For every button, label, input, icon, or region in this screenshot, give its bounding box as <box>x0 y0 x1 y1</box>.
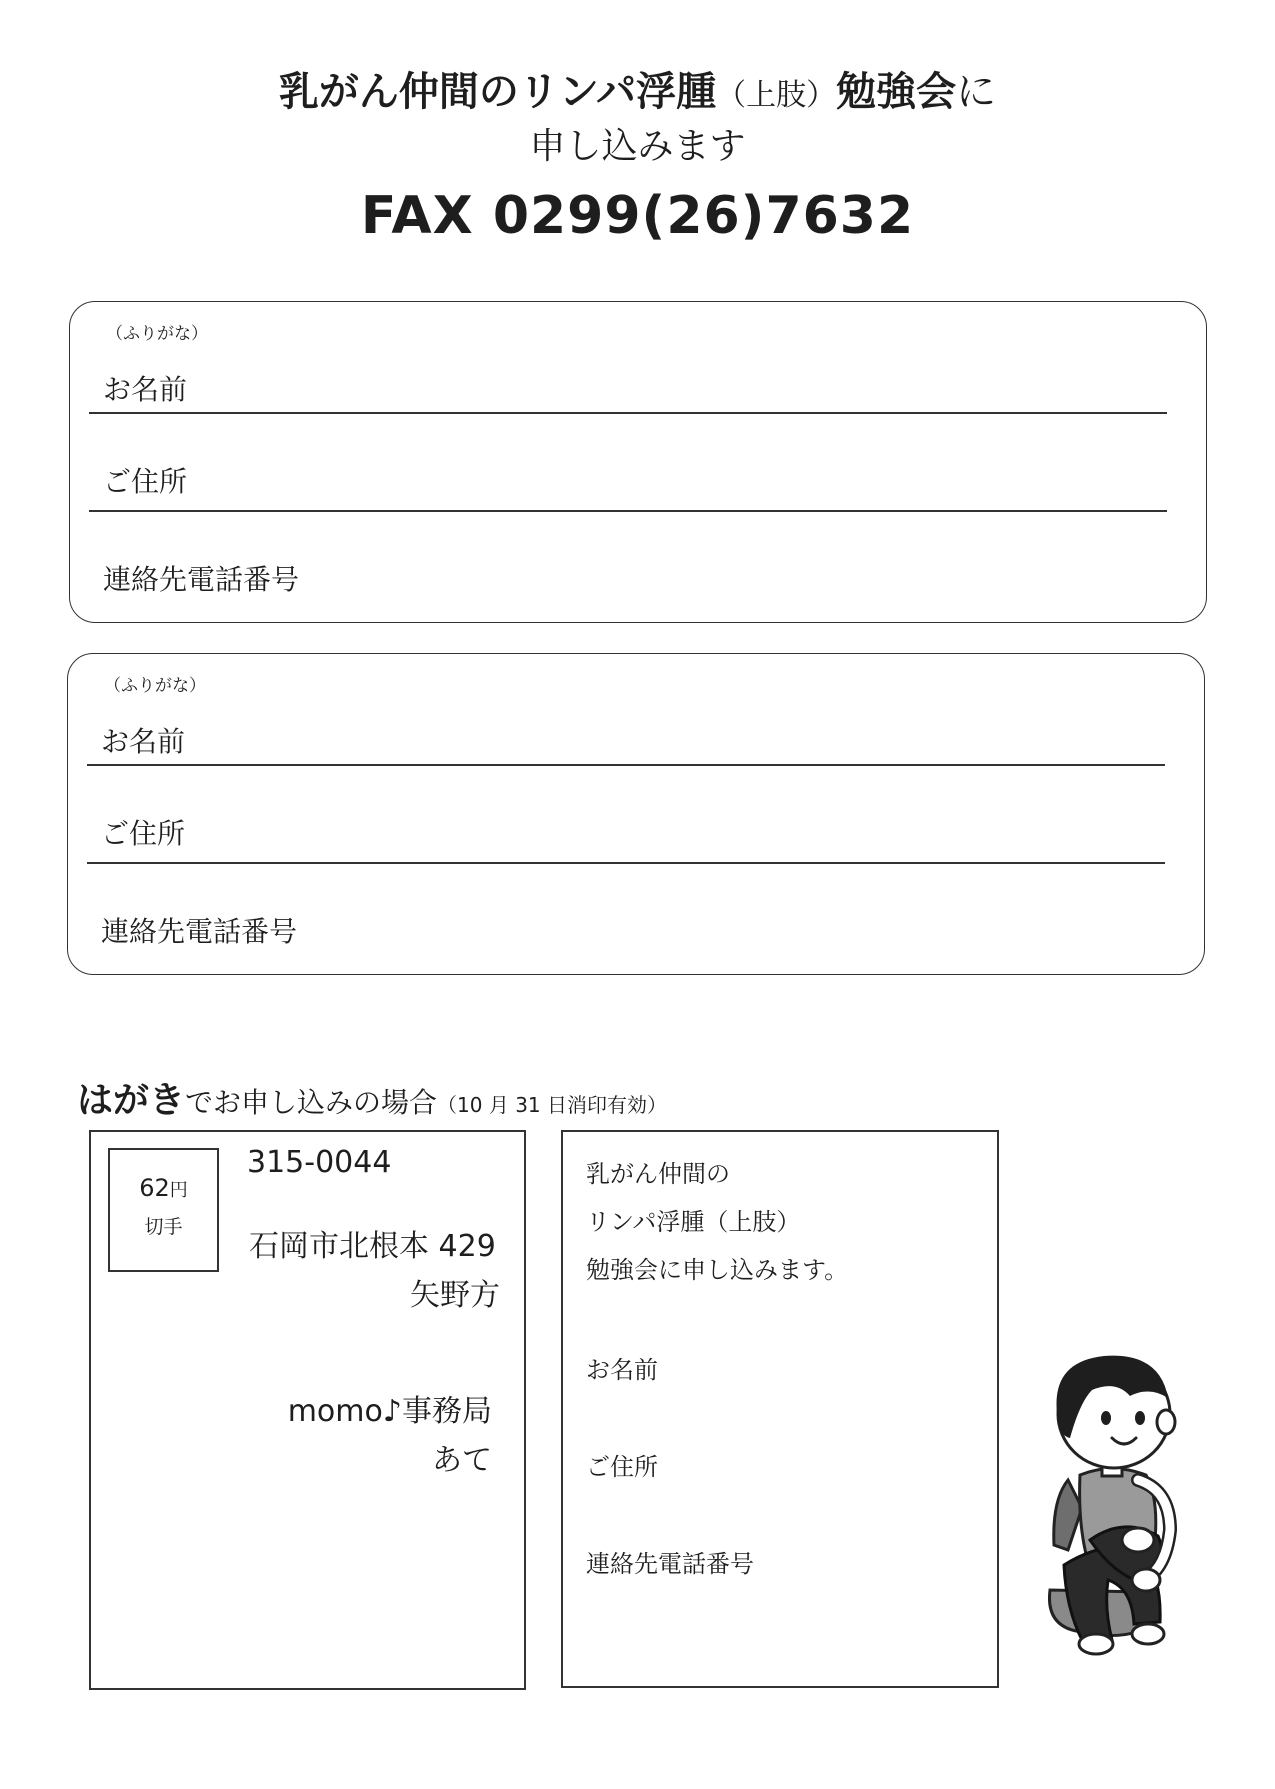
address-postcard <box>89 1130 526 1690</box>
hagaki-heading <box>77 1072 667 1123</box>
title-ni: に <box>956 69 997 115</box>
page-subtitle: 申し込みます <box>529 126 746 167</box>
hagaki-heading-bold: はがき <box>77 1080 186 1121</box>
page-title <box>0 60 1275 117</box>
message-line-1: 乳がん仲間の <box>586 1160 730 1188</box>
phone-label: 連絡先電話番号 <box>101 915 298 948</box>
furigana-label: （ふりがな） <box>104 676 206 696</box>
phone-label: 連絡先電話番号 <box>103 563 300 596</box>
application-form-2 <box>67 653 1205 975</box>
recipient-address: 石岡市北根本 429 <box>249 1229 496 1264</box>
application-form-1 <box>69 301 1207 623</box>
name-label: お名前 <box>101 725 186 758</box>
name-line[interactable] <box>87 764 1165 766</box>
title-bold-a: 乳がん仲間のリンパ浮腫 <box>278 69 717 115</box>
furigana-label: （ふりがな） <box>106 324 208 344</box>
title-bold-b: 勉強会 <box>836 69 957 115</box>
address-label: ご住所 <box>101 817 186 850</box>
care-of: 矢野方 <box>410 1278 500 1313</box>
stamp-value-number: 62 <box>139 1174 170 1202</box>
message-address-label: ご住所 <box>586 1453 658 1481</box>
stamp-value-unit: 円 <box>169 1180 188 1201</box>
message-phone-label: 連絡先電話番号 <box>586 1550 754 1578</box>
address-line[interactable] <box>87 862 1165 864</box>
address-line[interactable] <box>89 510 1167 512</box>
stamp-value <box>110 1174 217 1202</box>
fax-number: FAX 0299(26)7632 <box>360 186 915 246</box>
name-label: お名前 <box>103 373 188 406</box>
title-paren-close: ） <box>806 78 837 113</box>
title-upper-limb: 上肢 <box>746 78 807 113</box>
recipient-name: momo♪事務局 <box>287 1394 492 1429</box>
message-line-2: リンパ浮腫（上肢） <box>586 1208 801 1236</box>
address-label: ご住所 <box>103 465 188 498</box>
title-paren-open: （ <box>716 78 747 113</box>
stamp-box <box>108 1148 219 1272</box>
message-name-label: お名前 <box>586 1356 658 1384</box>
message-postcard <box>561 1130 999 1688</box>
hagaki-heading-text: でお申し込みの場合 <box>185 1086 438 1119</box>
stamp-label: 切手 <box>144 1216 183 1238</box>
recipient-suffix: あて <box>432 1443 492 1478</box>
message-line-3: 勉強会に申し込みます。 <box>586 1256 849 1284</box>
postal-code: 315-0044 <box>247 1145 392 1180</box>
name-line[interactable] <box>89 412 1167 414</box>
hagaki-postmark-note: （10 月 31 日消印有効） <box>437 1093 668 1117</box>
person-illustration <box>1020 1340 1200 1670</box>
